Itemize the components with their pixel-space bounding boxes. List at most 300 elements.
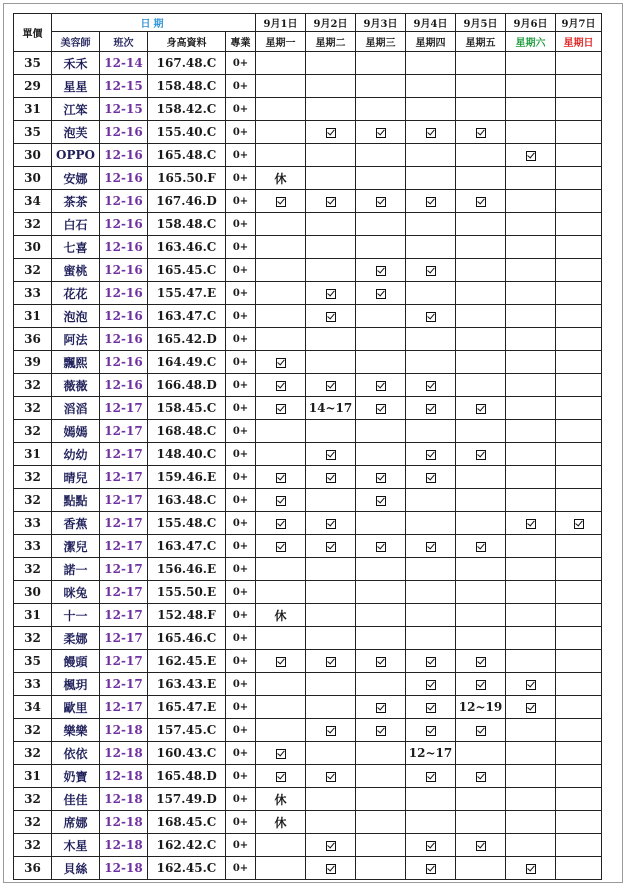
day-cell: [556, 305, 602, 328]
day-cell: [306, 328, 356, 351]
price-cell: 39: [14, 351, 52, 374]
table-row: [14, 696, 602, 719]
checkbox-checked-icon: [526, 864, 536, 874]
day-cell: [256, 696, 306, 719]
day-cell: [556, 834, 602, 857]
day-cell: [506, 627, 556, 650]
table-row: [14, 236, 602, 259]
day-cell: [456, 282, 506, 305]
day-cell: [356, 121, 406, 144]
price-cell: 33: [14, 673, 52, 696]
day-cell: [356, 259, 406, 282]
day-cell: [256, 604, 306, 627]
day-cell: [556, 811, 602, 834]
day-cell: [356, 282, 406, 305]
header-weekday-sunday: 星期日: [556, 32, 602, 52]
checkbox-checked-icon: [376, 542, 386, 552]
day-cell: [306, 305, 356, 328]
day-cell: [306, 443, 356, 466]
day-cell: [556, 489, 602, 512]
day-cell: [506, 443, 556, 466]
class-cell: 12-18: [100, 742, 148, 765]
class-cell: 12-17: [100, 673, 148, 696]
pro-cell: 0+: [226, 788, 256, 811]
day-cell: [406, 213, 456, 236]
checkbox-checked-icon: [426, 450, 436, 460]
day-cell: [556, 351, 602, 374]
day-cell: [406, 466, 456, 489]
day-cell: [406, 328, 456, 351]
checkbox-checked-icon: [426, 404, 436, 414]
day-cell: [356, 144, 406, 167]
day-cell: [506, 673, 556, 696]
checkbox-checked-icon: [276, 358, 286, 368]
day-cell: [306, 719, 356, 742]
price-cell: 34: [14, 696, 52, 719]
day-cell: [556, 259, 602, 282]
checkbox-checked-icon: [276, 404, 286, 414]
day-cell: [356, 788, 406, 811]
header-day-date: 9月7日: [556, 14, 602, 32]
price-cell: 32: [14, 374, 52, 397]
day-cell: [556, 673, 602, 696]
day-cell: [356, 420, 406, 443]
checkbox-checked-icon: [276, 657, 286, 667]
day-cell: [356, 857, 406, 880]
day-cell: [256, 788, 306, 811]
info-cell: 156.46.E: [148, 558, 226, 581]
checkbox-checked-icon: [426, 381, 436, 391]
day-cell: [506, 213, 556, 236]
checkbox-checked-icon: [476, 450, 486, 460]
price-cell: 33: [14, 512, 52, 535]
day-cell: [506, 834, 556, 857]
pro-cell: 0+: [226, 190, 256, 213]
day-cell: [556, 98, 602, 121]
header-day-date: 9月2日: [306, 14, 356, 32]
day-cell: [456, 328, 506, 351]
info-cell: 155.50.E: [148, 581, 226, 604]
info-cell: 155.40.C: [148, 121, 226, 144]
info-cell: 163.43.E: [148, 673, 226, 696]
checkbox-checked-icon: [276, 197, 286, 207]
beautician-name-cell: 潔兒: [52, 535, 100, 558]
price-cell: 32: [14, 558, 52, 581]
class-cell: 12-16: [100, 282, 148, 305]
checkbox-checked-icon: [326, 726, 336, 736]
price-cell: 33: [14, 282, 52, 305]
price-cell: 32: [14, 397, 52, 420]
beautician-name-cell: 飄熙: [52, 351, 100, 374]
day-cell: [256, 673, 306, 696]
pro-cell: 0+: [226, 52, 256, 75]
day-cell: [356, 765, 406, 788]
beautician-name-cell: 席娜: [52, 811, 100, 834]
day-cell: [356, 397, 406, 420]
day-cell: [306, 190, 356, 213]
day-cell: [506, 512, 556, 535]
class-cell: 12-16: [100, 259, 148, 282]
checkbox-checked-icon: [476, 772, 486, 782]
info-cell: 160.43.C: [148, 742, 226, 765]
day-cell: [556, 742, 602, 765]
pro-cell: 0+: [226, 535, 256, 558]
schedule-table: [13, 13, 602, 880]
checkbox-checked-icon: [276, 496, 286, 506]
day-cell: [406, 650, 456, 673]
table-row: [14, 489, 602, 512]
day-cell: [456, 236, 506, 259]
pro-cell: 0+: [226, 259, 256, 282]
day-cell: [306, 811, 356, 834]
price-cell: 31: [14, 98, 52, 121]
header-row-dates: [14, 14, 602, 32]
day-cell: [506, 144, 556, 167]
price-cell: 33: [14, 535, 52, 558]
class-cell: 12-18: [100, 788, 148, 811]
checkbox-checked-icon: [376, 726, 386, 736]
day-cell: [306, 604, 356, 627]
day-cell: [406, 98, 456, 121]
table-row: [14, 627, 602, 650]
checkbox-checked-icon: [426, 128, 436, 138]
header-weekday: 星期一: [256, 32, 306, 52]
price-cell: 32: [14, 213, 52, 236]
day-cell: [406, 167, 456, 190]
day-cell: [356, 167, 406, 190]
day-cell: [506, 98, 556, 121]
day-cell: [256, 167, 306, 190]
day-cell: [256, 236, 306, 259]
day-cell: [456, 259, 506, 282]
header-day-date: 9月6日: [506, 14, 556, 32]
table-row: [14, 213, 602, 236]
day-cell: [456, 213, 506, 236]
day-cell: [456, 305, 506, 328]
info-cell: 158.48.C: [148, 75, 226, 98]
day-cell: [406, 190, 456, 213]
header-day-date: 9月4日: [406, 14, 456, 32]
header-day-date: 9月5日: [456, 14, 506, 32]
day-cell: [406, 604, 456, 627]
day-cell: [456, 627, 506, 650]
checkbox-checked-icon: [326, 289, 336, 299]
class-cell: 12-16: [100, 351, 148, 374]
day-cell: [506, 535, 556, 558]
day-cell-text: 休: [274, 815, 287, 830]
class-cell: 12-16: [100, 190, 148, 213]
info-cell: 162.45.E: [148, 650, 226, 673]
pro-cell: 0+: [226, 857, 256, 880]
info-cell: 162.45.C: [148, 857, 226, 880]
day-cell: [456, 811, 506, 834]
beautician-name-cell: 白石: [52, 213, 100, 236]
beautician-name-cell: 饅頭: [52, 650, 100, 673]
day-cell: [506, 351, 556, 374]
class-cell: 12-17: [100, 650, 148, 673]
info-cell: 165.45.C: [148, 259, 226, 282]
table-row: [14, 374, 602, 397]
checkbox-checked-icon: [276, 542, 286, 552]
table-row: [14, 98, 602, 121]
table-row: [14, 259, 602, 282]
day-cell: [356, 627, 406, 650]
beautician-name-cell: 泡芙: [52, 121, 100, 144]
header-weekday: 星期四: [406, 32, 456, 52]
checkbox-checked-icon: [426, 703, 436, 713]
day-cell: [556, 650, 602, 673]
pro-cell: 0+: [226, 328, 256, 351]
day-cell: [356, 52, 406, 75]
day-cell: [556, 75, 602, 98]
info-cell: 165.48.D: [148, 765, 226, 788]
day-cell: [306, 397, 356, 420]
day-cell-text: 12~19: [458, 700, 503, 714]
table-row: [14, 328, 602, 351]
table-row: [14, 397, 602, 420]
day-cell: [456, 650, 506, 673]
day-cell: [256, 765, 306, 788]
pro-cell: 0+: [226, 719, 256, 742]
day-cell: [506, 420, 556, 443]
header-day-date: 9月3日: [356, 14, 406, 32]
checkbox-checked-icon: [526, 151, 536, 161]
table-row: [14, 673, 602, 696]
day-cell: [456, 443, 506, 466]
beautician-name-cell: 茶茶: [52, 190, 100, 213]
checkbox-checked-icon: [426, 312, 436, 322]
pro-cell: 0+: [226, 673, 256, 696]
header-weekday-saturday: 星期六: [506, 32, 556, 52]
price-cell: 32: [14, 811, 52, 834]
day-cell: [256, 466, 306, 489]
day-cell: [306, 236, 356, 259]
beautician-name-cell: 滔滔: [52, 397, 100, 420]
checkbox-checked-icon: [426, 542, 436, 552]
day-cell: [406, 52, 456, 75]
checkbox-checked-icon: [426, 473, 436, 483]
price-cell: 31: [14, 604, 52, 627]
day-cell: [306, 535, 356, 558]
pro-cell: 0+: [226, 811, 256, 834]
info-cell: 148.40.C: [148, 443, 226, 466]
day-cell: [256, 512, 306, 535]
info-cell: 165.42.D: [148, 328, 226, 351]
class-cell: 12-16: [100, 374, 148, 397]
day-cell: [406, 443, 456, 466]
beautician-name-cell: 諾一: [52, 558, 100, 581]
day-cell: [256, 443, 306, 466]
checkbox-checked-icon: [574, 519, 584, 529]
pro-cell: 0+: [226, 98, 256, 121]
day-cell: [556, 604, 602, 627]
checkbox-checked-icon: [476, 726, 486, 736]
checkbox-checked-icon: [326, 772, 336, 782]
day-cell: [456, 558, 506, 581]
checkbox-checked-icon: [526, 680, 536, 690]
day-cell: [356, 213, 406, 236]
day-cell: [506, 558, 556, 581]
day-cell: [306, 558, 356, 581]
day-cell: [506, 305, 556, 328]
table-row: [14, 420, 602, 443]
pro-cell: 0+: [226, 282, 256, 305]
checkbox-checked-icon: [276, 473, 286, 483]
beautician-name-cell: 奶寶: [52, 765, 100, 788]
table-row: [14, 834, 602, 857]
class-cell: 12-17: [100, 512, 148, 535]
pro-cell: 0+: [226, 236, 256, 259]
day-cell: [256, 420, 306, 443]
checkbox-checked-icon: [426, 197, 436, 207]
day-cell: [406, 535, 456, 558]
beautician-name-cell: 十一: [52, 604, 100, 627]
day-cell: [456, 581, 506, 604]
day-cell: [556, 466, 602, 489]
price-cell: 30: [14, 236, 52, 259]
info-cell: 165.50.F: [148, 167, 226, 190]
price-cell: 34: [14, 190, 52, 213]
day-cell: [306, 351, 356, 374]
header-row-labels: [14, 32, 602, 52]
beautician-name-cell: 安娜: [52, 167, 100, 190]
day-cell: [506, 650, 556, 673]
price-cell: 32: [14, 834, 52, 857]
day-cell: [356, 466, 406, 489]
day-cell: [256, 558, 306, 581]
day-cell: [256, 374, 306, 397]
day-cell-text: 休: [274, 792, 287, 807]
checkbox-checked-icon: [526, 519, 536, 529]
day-cell: [256, 742, 306, 765]
day-cell: [506, 765, 556, 788]
info-cell: 159.46.E: [148, 466, 226, 489]
day-cell: [256, 489, 306, 512]
class-cell: 12-16: [100, 121, 148, 144]
day-cell: [306, 374, 356, 397]
table-row: [14, 443, 602, 466]
checkbox-checked-icon: [326, 197, 336, 207]
checkbox-checked-icon: [276, 381, 286, 391]
day-cell: [306, 75, 356, 98]
price-cell: 32: [14, 420, 52, 443]
day-cell: [356, 811, 406, 834]
day-cell: [456, 420, 506, 443]
day-cell-text: 休: [274, 171, 287, 186]
day-cell: [456, 719, 506, 742]
day-cell: [256, 650, 306, 673]
day-cell: [506, 328, 556, 351]
class-cell: 12-16: [100, 305, 148, 328]
checkbox-checked-icon: [476, 542, 486, 552]
day-cell: [456, 75, 506, 98]
beautician-name-cell: 晴兒: [52, 466, 100, 489]
price-cell: 35: [14, 650, 52, 673]
table-row: [14, 719, 602, 742]
pro-cell: 0+: [226, 466, 256, 489]
beautician-name-cell: OPPO: [52, 144, 100, 167]
day-cell: [256, 834, 306, 857]
beautician-name-cell: 七喜: [52, 236, 100, 259]
checkbox-checked-icon: [426, 772, 436, 782]
pro-cell: 0+: [226, 374, 256, 397]
checkbox-checked-icon: [376, 473, 386, 483]
table-row: [14, 558, 602, 581]
day-cell: [256, 811, 306, 834]
day-cell: [506, 788, 556, 811]
price-cell: 32: [14, 627, 52, 650]
checkbox-checked-icon: [326, 657, 336, 667]
day-cell: [456, 673, 506, 696]
class-cell: 12-17: [100, 420, 148, 443]
day-cell: [306, 167, 356, 190]
checkbox-checked-icon: [376, 289, 386, 299]
checkbox-checked-icon: [376, 197, 386, 207]
day-cell: [406, 374, 456, 397]
day-cell: [506, 52, 556, 75]
checkbox-checked-icon: [276, 519, 286, 529]
day-cell: [406, 696, 456, 719]
day-cell: [406, 719, 456, 742]
day-cell: [306, 581, 356, 604]
checkbox-checked-icon: [326, 450, 336, 460]
day-cell: [456, 121, 506, 144]
day-cell: [506, 489, 556, 512]
day-cell: [256, 305, 306, 328]
day-cell: [406, 765, 456, 788]
day-cell: [256, 627, 306, 650]
checkbox-checked-icon: [476, 404, 486, 414]
table-row: [14, 121, 602, 144]
day-cell: [406, 351, 456, 374]
day-cell: [256, 535, 306, 558]
price-cell: 32: [14, 719, 52, 742]
table-row: [14, 167, 602, 190]
day-cell: [356, 351, 406, 374]
day-cell: [406, 834, 456, 857]
day-cell: [456, 144, 506, 167]
day-cell: [306, 627, 356, 650]
day-cell: [556, 535, 602, 558]
day-cell: [406, 788, 456, 811]
day-cell-text: 14~17: [308, 401, 353, 415]
day-cell: [406, 305, 456, 328]
day-cell: [506, 742, 556, 765]
day-cell: [456, 535, 506, 558]
day-cell: [356, 719, 406, 742]
day-cell: [306, 512, 356, 535]
pro-cell: 0+: [226, 742, 256, 765]
day-cell: [256, 213, 306, 236]
checkbox-checked-icon: [476, 197, 486, 207]
day-cell: [306, 259, 356, 282]
day-cell: [406, 236, 456, 259]
day-cell: [406, 489, 456, 512]
info-cell: 163.47.C: [148, 535, 226, 558]
beautician-name-cell: 咪兔: [52, 581, 100, 604]
day-cell: [306, 857, 356, 880]
pro-cell: 0+: [226, 121, 256, 144]
day-cell: [256, 98, 306, 121]
info-cell: 168.45.C: [148, 811, 226, 834]
header-info: 身高資料: [148, 32, 226, 52]
day-cell: [456, 604, 506, 627]
day-cell: [506, 259, 556, 282]
day-cell: [256, 397, 306, 420]
price-cell: 30: [14, 581, 52, 604]
pro-cell: 0+: [226, 305, 256, 328]
day-cell: [256, 190, 306, 213]
